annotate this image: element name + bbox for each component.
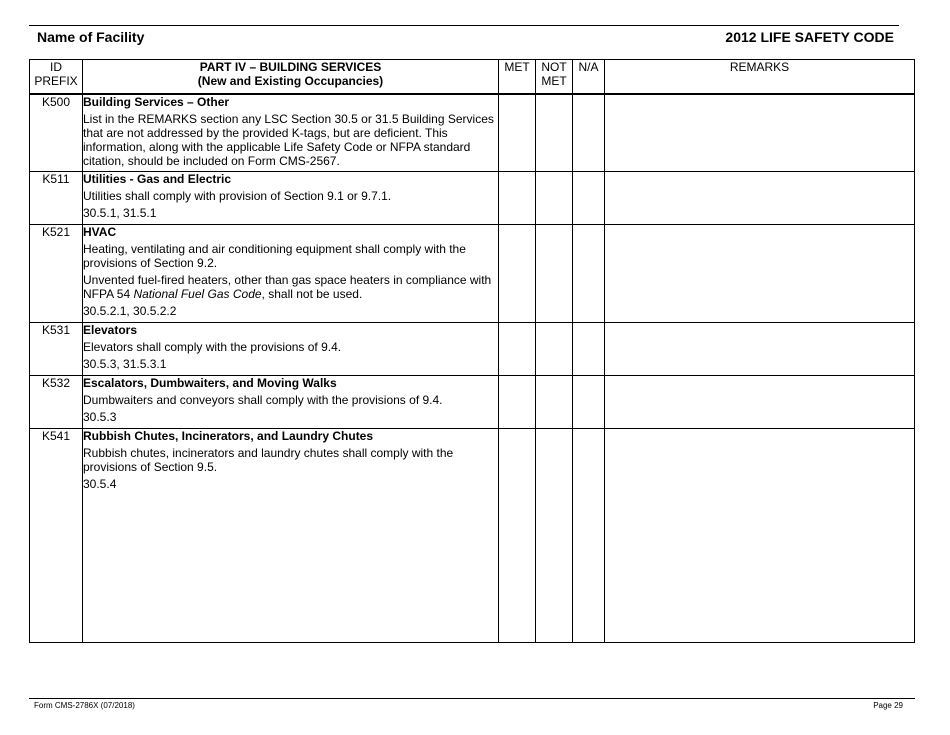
k-tag-id: K541 [30, 428, 83, 642]
k-tag-reference: 30.5.3 [83, 409, 117, 424]
na-header: N/A [573, 60, 605, 94]
remarks-cell[interactable] [605, 171, 915, 224]
table-row [30, 94, 915, 172]
k-tag-description [83, 428, 499, 642]
table-row [30, 428, 915, 642]
k-tag-text: List in the REMARKS section any LSC Section 30.5 or 31.5 Building Services that are not addressed by the provided K-tags, but are deficient. This information, along with the applicable Life Safety Code or NFPA standard citation, should be included on Form CMS-2567. [83, 111, 494, 168]
remarks-cell[interactable] [605, 94, 915, 172]
footer-rule [29, 698, 915, 699]
part-subtitle: (New and Existing Occupancies) [197, 74, 384, 88]
met-cell[interactable] [499, 224, 536, 322]
form-number: Form CMS-2786X (07/2018) [34, 701, 135, 710]
k-tag-id: K511 [30, 171, 83, 224]
k-tag-reference: 30.5.3, 31.5.3.1 [83, 356, 167, 371]
k-tag-text: Heating, ventilating and air conditioning equipment shall comply with the provisions of Section 9.2. [83, 241, 466, 270]
k-tag-title: Rubbish Chutes, Incinerators, and Laundry Chutes [83, 428, 374, 443]
k-tag-title: Building Services – Other [83, 94, 230, 109]
part-title: PART IV – BUILDING SERVICES [199, 60, 382, 74]
header-rule [29, 25, 899, 26]
k-tag-reference: 30.5.1, 31.5.1 [83, 205, 157, 220]
remarks-cell[interactable] [605, 375, 915, 428]
k-tag-id: K521 [30, 224, 83, 322]
na-cell[interactable] [573, 171, 605, 224]
table-row [30, 171, 915, 224]
k-tag-title: HVAC [83, 224, 117, 239]
not-met-cell[interactable] [536, 322, 573, 375]
na-cell[interactable] [573, 224, 605, 322]
table-row [30, 322, 915, 375]
k-tag-text: Rubbish chutes, incinerators and laundry chutes shall comply with the provisions of Section 9.5. [83, 445, 454, 474]
table-header-row [30, 60, 915, 94]
k-tag-id: K500 [30, 94, 83, 172]
not-met-cell[interactable] [536, 428, 573, 642]
building-services-table [29, 59, 915, 643]
page-number: Page 29 [873, 701, 903, 710]
table-row [30, 224, 915, 322]
k-tag-description [83, 171, 499, 224]
remarks-header: REMARKS [605, 60, 915, 94]
not-met-cell[interactable] [536, 94, 573, 172]
facility-name-label: Name of Facility [37, 29, 145, 45]
not-met-cell[interactable] [536, 171, 573, 224]
na-cell[interactable] [573, 428, 605, 642]
met-cell[interactable] [499, 428, 536, 642]
k-tag-description [83, 94, 499, 172]
part-header [83, 60, 499, 94]
k-tag-title: Utilities - Gas and Electric [83, 171, 232, 186]
id-prefix-header: ID PREFIX [30, 60, 83, 94]
not-met-header: NOT MET [536, 60, 573, 94]
remarks-cell[interactable] [605, 322, 915, 375]
na-cell[interactable] [573, 94, 605, 172]
not-met-cell[interactable] [536, 375, 573, 428]
na-cell[interactable] [573, 375, 605, 428]
k-tag-description [83, 375, 499, 428]
met-cell[interactable] [499, 94, 536, 172]
code-title-italic: National Fuel Gas Code [133, 286, 262, 301]
remarks-cell[interactable] [605, 428, 915, 642]
code-title: 2012 LIFE SAFETY CODE [725, 29, 894, 45]
met-cell[interactable] [499, 322, 536, 375]
met-cell[interactable] [499, 375, 536, 428]
k-tag-reference: 30.5.4 [83, 476, 117, 491]
k-tag-description [83, 224, 499, 322]
k-tag-id: K532 [30, 375, 83, 428]
k-tag-reference: 30.5.2.1, 30.5.2.2 [83, 303, 177, 318]
met-header: MET [499, 60, 536, 94]
k-tag-text: Utilities shall comply with provision of Section 9.1 or 9.7.1. [83, 188, 392, 203]
k-tag-text: Dumbwaiters and conveyors shall comply with the provisions of 9.4. [83, 392, 443, 407]
met-cell[interactable] [499, 171, 536, 224]
k-tag-title: Escalators, Dumbwaiters, and Moving Walks [83, 375, 337, 390]
table-row [30, 375, 915, 428]
k-tag-title: Elevators [83, 322, 138, 337]
k-tag-description [83, 322, 499, 375]
not-met-cell[interactable] [536, 224, 573, 322]
remarks-cell[interactable] [605, 224, 915, 322]
k-tag-id: K531 [30, 322, 83, 375]
k-tag-text: Unvented fuel-fired heaters, other than gas space heaters in compliance with NFPA 54 National Fuel Gas Code, shall not be used. [83, 272, 492, 301]
k-tag-text: Elevators shall comply with the provisions of 9.4. [83, 339, 342, 354]
na-cell[interactable] [573, 322, 605, 375]
